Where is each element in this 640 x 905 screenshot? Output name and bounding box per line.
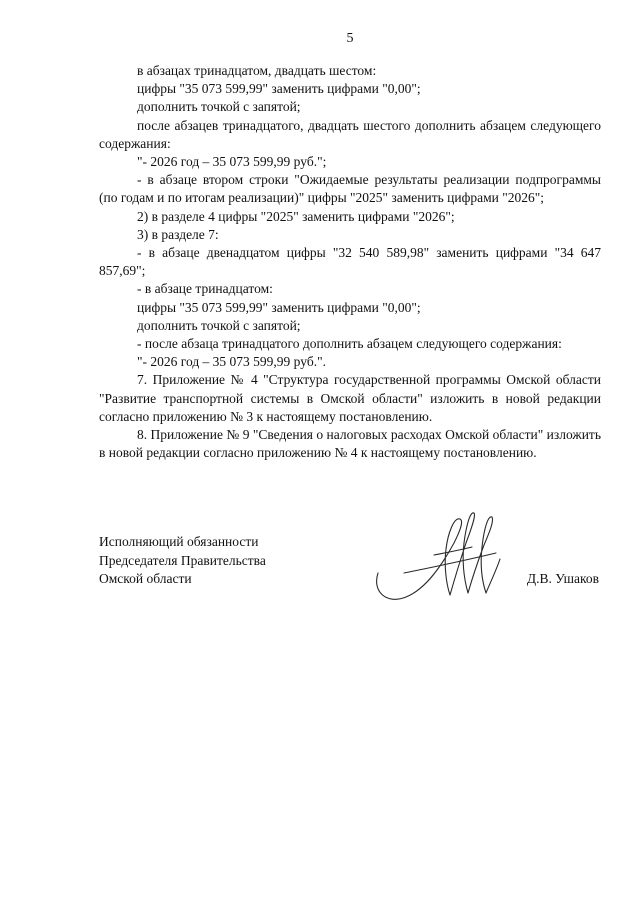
signatory-title-line-1: Исполняющий обязанности — [99, 534, 259, 549]
paragraph-4: после абзацев тринадцатого, двадцать шестого дополнить абзацем следующего содержания: — [99, 117, 601, 151]
paragraph-14: "- 2026 год – 35 073 599,99 руб.". — [137, 354, 326, 370]
paragraph-6: - в абзаце втором строки "Ожидаемые результаты реализации подпрограммы (по годам и по итогам реализации)" цифры "2025" заменить цифрами "2026"; — [99, 172, 601, 206]
paragraph-9: - в абзаце двенадцатом цифры "32 540 589,98" заменить цифрами "34 647 857,69"; — [99, 245, 601, 279]
paragraph-11: цифры "35 073 599,99" заменить цифрами "0,00"; — [137, 299, 421, 315]
signatory-title-line-3: Омской области — [99, 571, 192, 586]
paragraph-12: дополнить точкой с запятой; — [137, 317, 301, 333]
paragraph-1: в абзацах тринадцатом, двадцать шестом: — [137, 63, 377, 78]
signatory-title-line-2: Председателя Правительства — [99, 552, 266, 568]
paragraph-10: - в абзаце тринадцатом: — [137, 281, 273, 297]
paragraph-13: - после абзаца тринадцатого дополнить абзацем следующего содержания: — [137, 336, 562, 352]
document-body — [99, 62, 601, 462]
page-number: 5 — [346, 31, 354, 46]
paragraph-15: 7. Приложение № 4 "Структура государственной программы Омской области "Развитие транспортной системы в Омской области" изложить в новой редакции согласно приложению № 3 к настоящему постановлению. — [99, 372, 601, 424]
paragraph-3: дополнить точкой с запятой; — [137, 99, 301, 115]
paragraph-16: 8. Приложение № 9 "Сведения о налоговых расходах Омской области" изложить в новой редакции согласно приложению № 4 к настоящему постановлению. — [99, 427, 601, 461]
paragraph-5: "- 2026 год – 35 073 599,99 руб."; — [137, 154, 327, 170]
signature-block — [99, 533, 601, 613]
handwritten-signature — [364, 503, 514, 613]
paragraph-7: 2) в разделе 4 цифры "2025" заменить цифрами "2026"; — [137, 208, 455, 224]
paragraph-2: цифры "35 073 599,99" заменить цифрами "0,00"; — [137, 81, 421, 97]
signatory-name: Д.В. Ушаков — [526, 571, 599, 586]
paragraph-8: 3) в разделе 7: — [137, 226, 219, 242]
